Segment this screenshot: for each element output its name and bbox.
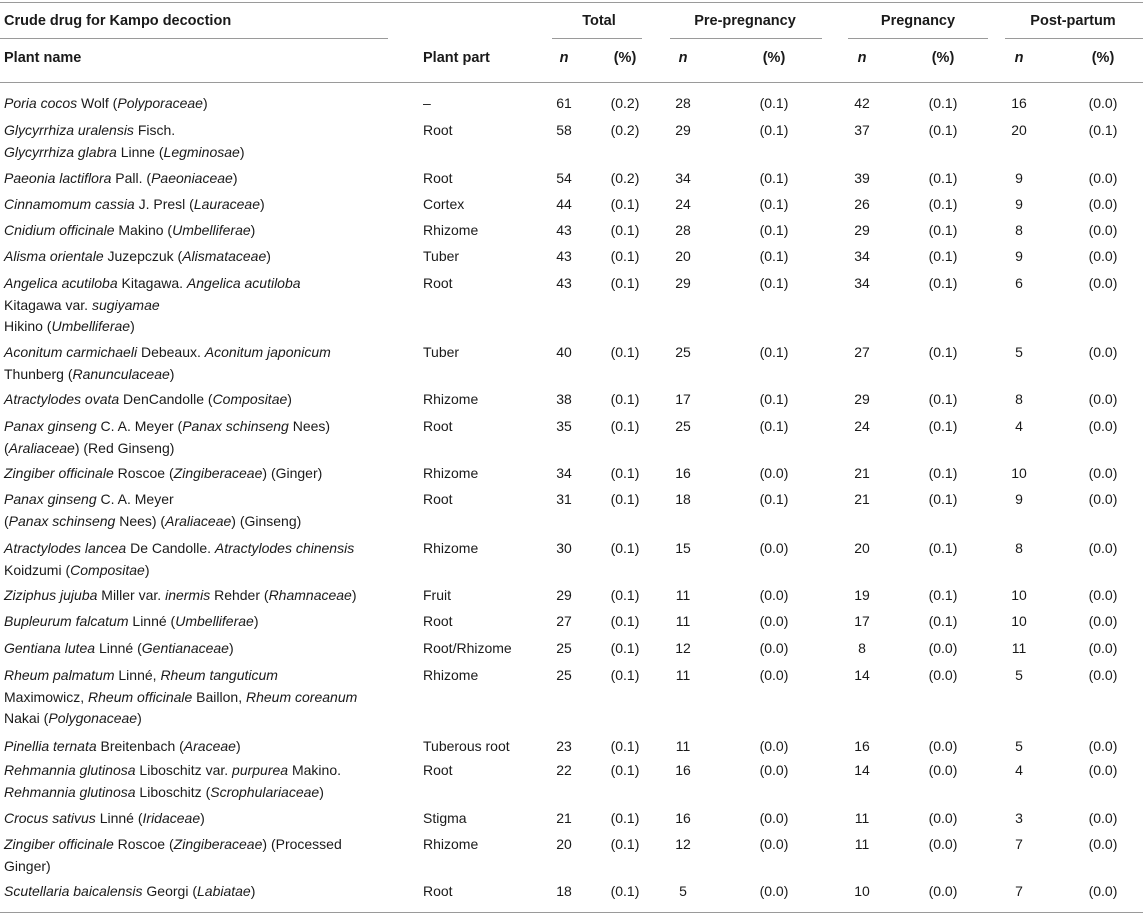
plant-part: Root xyxy=(423,491,453,507)
plant-part: Root xyxy=(423,418,453,434)
count-cell: 10 xyxy=(854,883,870,899)
plant-part: Fruit xyxy=(423,587,451,603)
col-pre-n: n xyxy=(678,50,688,66)
count-cell: 37 xyxy=(854,122,870,138)
count-cell: 5 xyxy=(679,883,687,899)
plant-name: Ziziphus jujuba Miller var. inermis Rehder (Rhamnaceae) xyxy=(4,587,357,603)
group-underline-title xyxy=(0,38,388,39)
percent-cell: (0.0) xyxy=(1088,170,1118,186)
percent-cell: (0.0) xyxy=(1088,667,1118,683)
plant-name: Alisma orientale Juzepczuk (Alismataceae) xyxy=(4,248,271,264)
percent-cell: (0.0) xyxy=(759,762,789,778)
group-post-partum: Post-partum xyxy=(1030,13,1116,29)
count-cell: 8 xyxy=(1015,222,1023,238)
percent-cell: (0.0) xyxy=(1088,275,1118,291)
percent-cell: (0.0) xyxy=(1088,344,1118,360)
count-cell: 24 xyxy=(675,196,691,212)
count-cell: 40 xyxy=(556,344,572,360)
count-cell: 25 xyxy=(675,418,691,434)
plant-part: Rhizome xyxy=(423,540,479,556)
percent-cell: (0.0) xyxy=(1088,391,1118,407)
count-cell: 4 xyxy=(1015,762,1023,778)
group-underline-pre xyxy=(670,38,822,39)
plant-name: Cinnamomum cassia J. Presl (Lauraceae) xyxy=(4,196,265,212)
plant-part: Root xyxy=(423,613,453,629)
percent-cell: (0.1) xyxy=(610,275,640,291)
count-cell: 17 xyxy=(675,391,691,407)
percent-cell: (0.0) xyxy=(1088,762,1118,778)
percent-cell: (0.0) xyxy=(1088,540,1118,556)
percent-cell: (0.1) xyxy=(759,95,789,111)
count-cell: 20 xyxy=(675,248,691,264)
count-cell: 9 xyxy=(1015,196,1023,212)
count-cell: 54 xyxy=(556,170,572,186)
percent-cell: (0.1) xyxy=(610,810,640,826)
count-cell: 10 xyxy=(1011,613,1027,629)
count-cell: 27 xyxy=(556,613,572,629)
group-total: Total xyxy=(582,13,616,29)
count-cell: 29 xyxy=(854,222,870,238)
plant-part: Root xyxy=(423,762,453,778)
percent-cell: (0.1) xyxy=(759,196,789,212)
count-cell: 5 xyxy=(1015,344,1023,360)
plant-name: Scutellaria baicalensis Georgi (Labiatae) xyxy=(4,883,256,899)
percent-cell: (0.1) xyxy=(759,344,789,360)
percent-cell: (0.0) xyxy=(759,587,789,603)
percent-cell: (0.1) xyxy=(759,170,789,186)
count-cell: 28 xyxy=(675,222,691,238)
percent-cell: (0.1) xyxy=(759,122,789,138)
count-cell: 16 xyxy=(1011,95,1027,111)
percent-cell: (0.1) xyxy=(610,762,640,778)
percent-cell: (0.0) xyxy=(1088,491,1118,507)
count-cell: 8 xyxy=(1015,391,1023,407)
plant-part: Rhizome xyxy=(423,836,479,852)
percent-cell: (0.0) xyxy=(759,540,789,556)
percent-cell: (0.0) xyxy=(928,640,958,656)
plant-name: Paeonia lactiflora Pall. (Paeoniaceae) xyxy=(4,170,238,186)
count-cell: 14 xyxy=(854,667,870,683)
percent-cell: (0.1) xyxy=(1088,122,1118,138)
col-pre-pct: (%) xyxy=(762,50,786,66)
percent-cell: (0.1) xyxy=(610,667,640,683)
group-title: Crude drug for Kampo decoction xyxy=(4,13,232,29)
count-cell: 42 xyxy=(854,95,870,111)
count-cell: 12 xyxy=(675,640,691,656)
group-underline-preg xyxy=(848,38,988,39)
count-cell: 9 xyxy=(1015,491,1023,507)
plant-part: Rhizome xyxy=(423,391,479,407)
count-cell: 34 xyxy=(854,248,870,264)
percent-cell: (0.1) xyxy=(928,222,958,238)
count-cell: 4 xyxy=(1015,418,1023,434)
col-preg-pct: (%) xyxy=(931,50,955,66)
count-cell: 7 xyxy=(1015,836,1023,852)
count-cell: 10 xyxy=(1011,587,1027,603)
plant-name: Crocus sativus Linné (Iridaceae) xyxy=(4,810,205,826)
count-cell: 21 xyxy=(854,465,870,481)
percent-cell: (0.1) xyxy=(928,587,958,603)
percent-cell: (0.0) xyxy=(1088,95,1118,111)
plant-part: Root xyxy=(423,883,453,899)
percent-cell: (0.1) xyxy=(610,613,640,629)
plant-part: Root xyxy=(423,170,453,186)
group-underline-post xyxy=(1005,38,1143,39)
count-cell: 10 xyxy=(1011,465,1027,481)
percent-cell: (0.1) xyxy=(610,465,640,481)
count-cell: 27 xyxy=(854,344,870,360)
plant-name: Glycyrrhiza uralensis Fisch. Glycyrrhiza glabra Linne (Legminosae) xyxy=(4,122,245,160)
count-cell: 12 xyxy=(675,836,691,852)
percent-cell: (0.1) xyxy=(928,95,958,111)
count-cell: 21 xyxy=(556,810,572,826)
percent-cell: (0.1) xyxy=(610,344,640,360)
plant-part: Tuber xyxy=(423,248,460,264)
count-cell: 9 xyxy=(1015,248,1023,264)
percent-cell: (0.0) xyxy=(759,613,789,629)
percent-cell: (0.0) xyxy=(928,883,958,899)
percent-cell: (0.0) xyxy=(759,810,789,826)
percent-cell: (0.1) xyxy=(610,540,640,556)
percent-cell: (0.0) xyxy=(1088,418,1118,434)
count-cell: 14 xyxy=(854,762,870,778)
plant-name: Panax ginseng C. A. Meyer (Panax schinseng Nees) (Araliaceae) (Red Ginseng) xyxy=(4,418,331,456)
percent-cell: (0.1) xyxy=(759,222,789,238)
count-cell: 16 xyxy=(675,810,691,826)
percent-cell: (0.0) xyxy=(928,836,958,852)
count-cell: 3 xyxy=(1015,810,1023,826)
top-rule xyxy=(0,2,1143,3)
plant-part: – xyxy=(423,95,431,111)
count-cell: 9 xyxy=(1015,170,1023,186)
percent-cell: (0.0) xyxy=(1088,248,1118,264)
percent-cell: (0.1) xyxy=(610,491,640,507)
percent-cell: (0.0) xyxy=(1088,222,1118,238)
percent-cell: (0.1) xyxy=(928,275,958,291)
count-cell: 5 xyxy=(1015,738,1023,754)
percent-cell: (0.0) xyxy=(1088,465,1118,481)
plant-name: Gentiana lutea Linné (Gentianaceae) xyxy=(4,640,234,656)
count-cell: 11 xyxy=(675,613,691,629)
percent-cell: (0.1) xyxy=(928,248,958,264)
count-cell: 43 xyxy=(556,275,572,291)
count-cell: 29 xyxy=(854,391,870,407)
count-cell: 29 xyxy=(556,587,572,603)
plant-name: Zingiber officinale Roscoe (Zingiberaceae) (Processed Ginger) xyxy=(4,836,342,874)
group-pre-pregnancy: Pre-pregnancy xyxy=(694,13,796,29)
count-cell: 29 xyxy=(675,122,691,138)
count-cell: 8 xyxy=(858,640,866,656)
percent-cell: (0.1) xyxy=(928,613,958,629)
count-cell: 5 xyxy=(1015,667,1023,683)
percent-cell: (0.0) xyxy=(759,738,789,754)
count-cell: 23 xyxy=(556,738,572,754)
percent-cell: (0.0) xyxy=(759,465,789,481)
plant-name: Atractylodes lancea De Candolle. Atractylodes chinensis Koidzumi (Compositae) xyxy=(4,540,355,578)
plant-part: Rhizome xyxy=(423,222,479,238)
count-cell: 25 xyxy=(556,667,572,683)
percent-cell: (0.1) xyxy=(928,418,958,434)
percent-cell: (0.1) xyxy=(610,836,640,852)
count-cell: 16 xyxy=(675,465,691,481)
percent-cell: (0.1) xyxy=(610,391,640,407)
group-pregnancy: Pregnancy xyxy=(880,13,956,29)
col-plant-part: Plant part xyxy=(423,50,490,66)
count-cell: 43 xyxy=(556,222,572,238)
percent-cell: (0.1) xyxy=(928,122,958,138)
percent-cell: (0.0) xyxy=(1088,738,1118,754)
count-cell: 43 xyxy=(556,248,572,264)
percent-cell: (0.0) xyxy=(928,810,958,826)
percent-cell: (0.1) xyxy=(928,540,958,556)
plant-part: Rhizome xyxy=(423,465,479,481)
count-cell: 44 xyxy=(556,196,572,212)
plant-part: Root xyxy=(423,122,453,138)
count-cell: 25 xyxy=(675,344,691,360)
count-cell: 11 xyxy=(675,738,691,754)
count-cell: 19 xyxy=(854,587,870,603)
plant-part: Tuberous root xyxy=(423,738,510,754)
count-cell: 20 xyxy=(854,540,870,556)
count-cell: 25 xyxy=(556,640,572,656)
count-cell: 11 xyxy=(675,667,691,683)
plant-name: Poria cocos Wolf (Polyporaceae) xyxy=(4,95,208,111)
percent-cell: (0.1) xyxy=(610,248,640,264)
count-cell: 24 xyxy=(854,418,870,434)
count-cell: 61 xyxy=(556,95,572,111)
count-cell: 15 xyxy=(675,540,691,556)
percent-cell: (0.1) xyxy=(759,491,789,507)
percent-cell: (0.0) xyxy=(928,667,958,683)
percent-cell: (0.1) xyxy=(928,491,958,507)
col-total-pct: (%) xyxy=(613,50,637,66)
header-rule xyxy=(0,82,1143,83)
bottom-rule xyxy=(0,912,1143,913)
plant-name: Zingiber officinale Roscoe (Zingiberaceae) (Ginger) xyxy=(4,465,323,481)
percent-cell: (0.0) xyxy=(759,836,789,852)
count-cell: 29 xyxy=(675,275,691,291)
percent-cell: (0.1) xyxy=(928,344,958,360)
plant-name: Rehmannia glutinosa Liboschitz var. purpurea Makino. Rehmannia glutinosa Liboschitz (Scrophulariaceae) xyxy=(4,762,341,800)
percent-cell: (0.0) xyxy=(1088,196,1118,212)
percent-cell: (0.1) xyxy=(610,883,640,899)
plant-part: Root xyxy=(423,275,453,291)
percent-cell: (0.1) xyxy=(928,170,958,186)
count-cell: 11 xyxy=(675,587,691,603)
plant-name: Aconitum carmichaeli Debeaux. Aconitum japonicum Thunberg (Ranunculaceae) xyxy=(4,344,331,382)
count-cell: 26 xyxy=(854,196,870,212)
plant-part: Cortex xyxy=(423,196,465,212)
percent-cell: (0.1) xyxy=(928,196,958,212)
percent-cell: (0.1) xyxy=(610,222,640,238)
count-cell: 16 xyxy=(675,762,691,778)
col-total-n: n xyxy=(559,50,569,66)
col-post-pct: (%) xyxy=(1091,50,1115,66)
count-cell: 34 xyxy=(675,170,691,186)
percent-cell: (0.2) xyxy=(610,122,640,138)
col-preg-n: n xyxy=(857,50,867,66)
percent-cell: (0.0) xyxy=(928,762,958,778)
percent-cell: (0.1) xyxy=(610,587,640,603)
percent-cell: (0.1) xyxy=(759,248,789,264)
plant-part: Stigma xyxy=(423,810,467,826)
percent-cell: (0.0) xyxy=(759,667,789,683)
plant-part: Rhizome xyxy=(423,667,479,683)
count-cell: 34 xyxy=(556,465,572,481)
percent-cell: (0.1) xyxy=(928,465,958,481)
plant-name: Panax ginseng C. A. Meyer (Panax schinseng Nees) (Araliaceae) (Ginseng) xyxy=(4,491,302,529)
count-cell: 31 xyxy=(556,491,572,507)
plant-part: Root/Rhizome xyxy=(423,640,512,656)
plant-name: Pinellia ternata Breitenbach (Araceae) xyxy=(4,738,241,754)
plant-name: Rheum palmatum Linné, Rheum tanguticum Maximowicz, Rheum officinale Baillon, Rheum coreanum Nakai (Polygonaceae) xyxy=(4,667,358,726)
count-cell: 8 xyxy=(1015,540,1023,556)
percent-cell: (0.0) xyxy=(1088,613,1118,629)
plant-part: Tuber xyxy=(423,344,460,360)
count-cell: 17 xyxy=(854,613,870,629)
count-cell: 18 xyxy=(556,883,572,899)
count-cell: 6 xyxy=(1015,275,1023,291)
col-plant-name: Plant name xyxy=(4,50,82,66)
percent-cell: (0.0) xyxy=(928,738,958,754)
count-cell: 16 xyxy=(854,738,870,754)
plant-name: Angelica acutiloba Kitagawa. Angelica acutiloba Kitagawa var. sugiyamae Hikino (Umbelliferae) xyxy=(4,275,301,334)
count-cell: 35 xyxy=(556,418,572,434)
count-cell: 34 xyxy=(854,275,870,291)
percent-cell: (0.0) xyxy=(759,640,789,656)
percent-cell: (0.0) xyxy=(1088,883,1118,899)
count-cell: 11 xyxy=(854,810,870,826)
percent-cell: (0.0) xyxy=(1088,587,1118,603)
percent-cell: (0.0) xyxy=(1088,836,1118,852)
count-cell: 18 xyxy=(675,491,691,507)
percent-cell: (0.1) xyxy=(928,391,958,407)
plant-name: Bupleurum falcatum Linné (Umbelliferae) xyxy=(4,613,259,629)
count-cell: 58 xyxy=(556,122,572,138)
count-cell: 20 xyxy=(556,836,572,852)
plant-name: Cnidium officinale Makino (Umbelliferae) xyxy=(4,222,256,238)
col-post-n: n xyxy=(1014,50,1024,66)
count-cell: 11 xyxy=(1011,640,1027,656)
count-cell: 21 xyxy=(854,491,870,507)
percent-cell: (0.1) xyxy=(759,391,789,407)
count-cell: 39 xyxy=(854,170,870,186)
group-underline-total xyxy=(552,38,642,39)
plant-name: Atractylodes ovata DenCandolle (Compositae) xyxy=(4,391,292,407)
count-cell: 28 xyxy=(675,95,691,111)
count-cell: 20 xyxy=(1011,122,1027,138)
percent-cell: (0.1) xyxy=(759,275,789,291)
percent-cell: (0.0) xyxy=(1088,810,1118,826)
percent-cell: (0.1) xyxy=(610,196,640,212)
percent-cell: (0.2) xyxy=(610,95,640,111)
percent-cell: (0.0) xyxy=(759,883,789,899)
count-cell: 7 xyxy=(1015,883,1023,899)
percent-cell: (0.1) xyxy=(610,738,640,754)
count-cell: 11 xyxy=(854,836,870,852)
percent-cell: (0.0) xyxy=(1088,640,1118,656)
percent-cell: (0.1) xyxy=(610,418,640,434)
percent-cell: (0.2) xyxy=(610,170,640,186)
percent-cell: (0.1) xyxy=(610,640,640,656)
count-cell: 30 xyxy=(556,540,572,556)
percent-cell: (0.1) xyxy=(759,418,789,434)
count-cell: 38 xyxy=(556,391,572,407)
count-cell: 22 xyxy=(556,762,572,778)
